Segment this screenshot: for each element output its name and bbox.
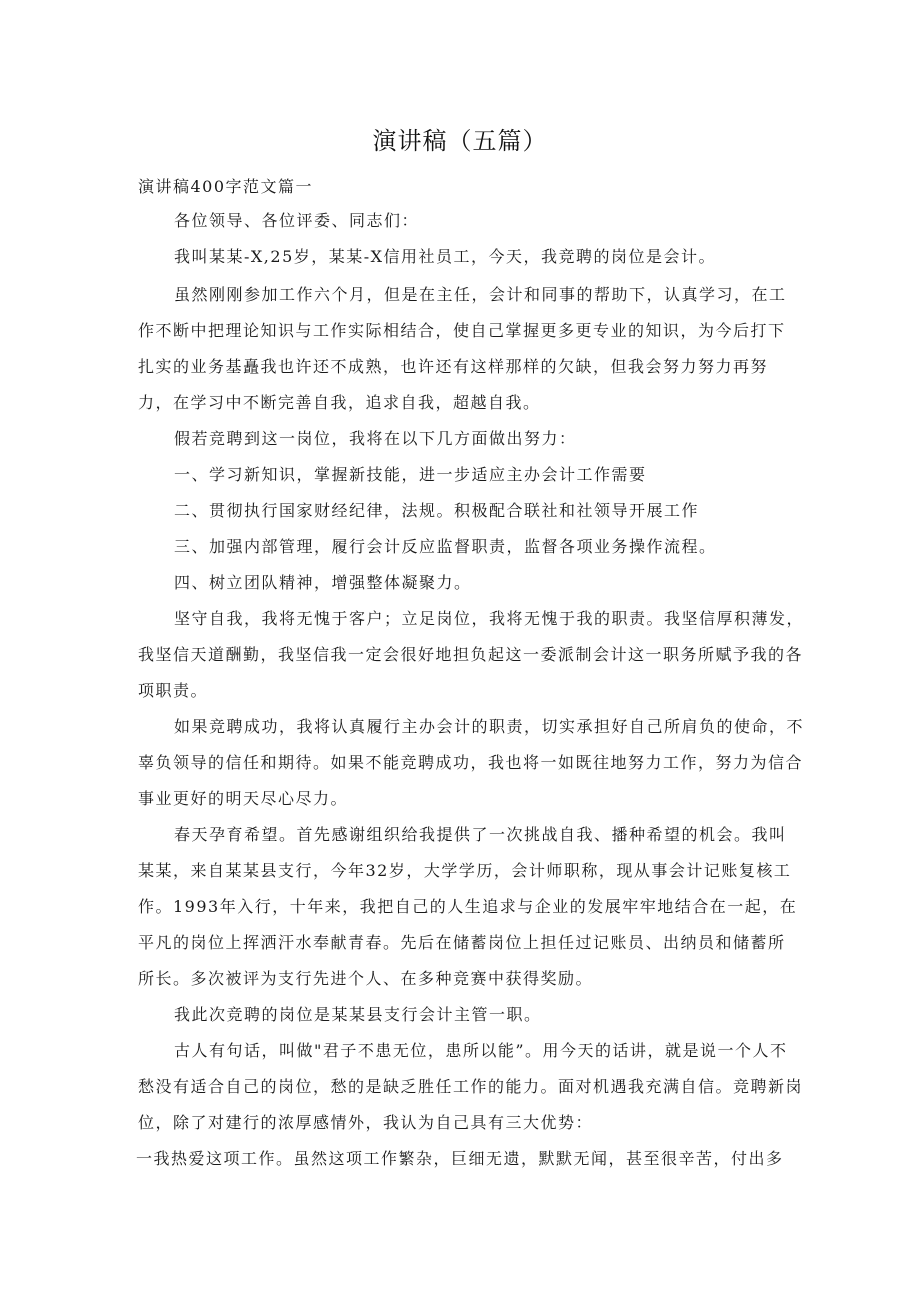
paragraph-line: 作。1993年入行，十年来，我把自己的人生追求与企业的发展牢牢地结合在一起，在 [138, 897, 798, 916]
paragraph-line: 一、学习新知识，掌握新技能，进一步适应主办会计工作需要 [174, 465, 647, 484]
paragraph-line: 所长。多次被评为支行先进个人、在多种竞赛中获得奖励。 [138, 969, 594, 988]
paragraph-line: 作不断中把理论知识与工作实际相结合，使自己掌握更多更专业的知识，为今后打下 [138, 321, 786, 340]
paragraph-line: 四、树立团队精神，增强整体凝聚力。 [174, 573, 472, 592]
paragraph-line: 我叫某某-X,25岁，某某-X信用社员工，今天，我竞聘的岗位是会计。 [174, 247, 717, 266]
paragraph-line: 虽然刚刚参加工作六个月，但是在主任，会计和同事的帮助下，认真学习，在工 [174, 285, 787, 304]
paragraph-line: 辜负领导的信任和期待。如果不能竞聘成功，我也将一如既往地努力工作，努力为信合 [138, 753, 804, 772]
paragraph-line: 愁没有适合自己的岗位，愁的是缺乏胜任工作的能力。面对机遇我充满自信。竞聘新岗 [138, 1077, 804, 1096]
paragraph-line: 我坚信天道酬勤，我坚信我一定会很好地担负起这一委派制会计这一职务所赋予我的各 [138, 645, 804, 664]
paragraph-line: 古人有句话，叫做"君子不患无位，患所以能”。用今天的话讲，就是说一个人不 [174, 1041, 788, 1060]
paragraph-line: 如果竞聘成功，我将认真履行主办会计的职责，切实承担好自己所肩负的使命，不 [174, 717, 805, 736]
paragraph-line: 各位领导、各位评委、同志们： [174, 211, 420, 230]
paragraph-line: 春天孕育希望。首先感谢组织给我提供了一次挑战自我、播种希望的机会。我叫 [174, 825, 787, 844]
paragraph-line: 三、加强内部管理，履行会计反应监督职责，监督各项业务操作流程。 [174, 537, 717, 556]
paragraph-line: 项职责。 [138, 681, 209, 700]
paragraph-line: 我此次竞聘的岗位是某某县支行会计主管一职。 [174, 1005, 542, 1024]
paragraph-line: 一我热爱这项工作。虽然这项工作繁杂，巨细无遗，默默无闻，甚至很辛苦，付出多 [136, 1149, 784, 1168]
section-heading: 演讲稿400字范文篇一 [138, 177, 314, 196]
paragraph-line: 事业更好的明天尽心尽力。 [138, 789, 349, 808]
paragraph-line: 某某，来自某某县支行，今年32岁，大学学历，会计师职称，现从事会计记账复核工 [138, 861, 792, 880]
paragraph-line: 扎实的业务基矗我也许还不成熟，也许还有这样那样的欠缺，但我会努力努力再努 [138, 357, 769, 376]
paragraph-line: 坚守自我，我将无愧于客户；立足岗位，我将无愧于我的职责。我坚信厚积薄发， [174, 609, 805, 628]
paragraph-line: 假若竞聘到这一岗位，我将在以下几方面做出努力： [174, 429, 577, 448]
paragraph-line: 二、贯彻执行国家财经纪律，法规。积极配合联社和社领导开展工作 [174, 501, 700, 520]
paragraph-line: 平凡的岗位上挥洒汗水奉献青春。先后在储蓄岗位上担任过记账员、出纳员和储蓄所 [138, 933, 786, 952]
paragraph-line: 位，除了对建行的浓厚感情外，我认为自己具有三大优势： [138, 1113, 594, 1132]
paragraph-line: 力，在学习中不断完善自我，追求自我，超越自我。 [138, 393, 541, 412]
document-title: 演讲稿（五篇） [372, 127, 548, 155]
